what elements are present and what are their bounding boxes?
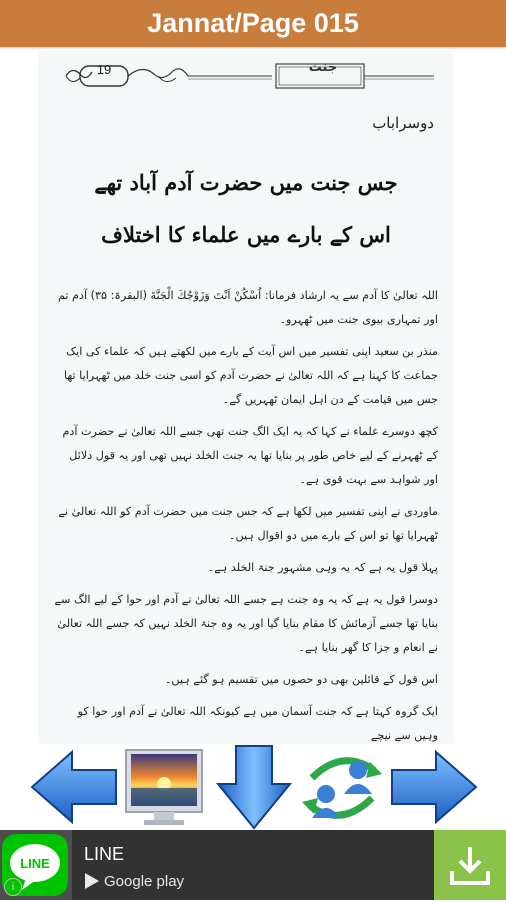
chapter-heading-line-1: جس جنت میں حضرت آدم آباد تھے [94,170,398,195]
line-logo-text: LINE [20,856,50,871]
download-page-button[interactable] [214,744,294,830]
paragraph: پہلا قول یہ ہے کہ یہ وہی مشہور جنۃ الخلد ہے۔ [207,561,438,574]
running-head: جنت [308,60,338,75]
paragraph: اللہ تعالیٰ کا آدم سے یہ ارشاد فرمانا: اُسْكُنْ اَنْتَ وَزَوْجُكَ الْجَنَّةَ (البقرۃ: ۳۵) آدم تم اور تمہاری بیوی جنت میں ٹھہرو۔ [57,289,438,326]
paragraph: منذر بن سعید اپنی تفسیر میں اس آیت کے بارے میں لکھتے ہیں کہ علماء کی ایک جماعت کا کہنا ہے کہ اللہ تعالیٰ نے حضرت آدم کو اسی جنت خلد میں ٹھہرایا تھا جس میں قیامت کے دن اہل ایمان ٹھہریں گے۔ [63,345,438,406]
section-label: دوسراباب [372,114,434,132]
share-button[interactable] [298,744,386,830]
page-number: 19 [96,62,112,77]
sunset-image-icon [126,750,202,825]
page-title: Jannat/Page 015 [147,8,359,38]
chapter-heading-line-2: اس کے بارے میں علماء کا اختلاف [101,222,391,247]
image-button[interactable] [122,744,206,830]
paragraph: کچھ دوسرے علماء نے کہا کہ یہ ایک الگ جنت تھی جسے اللہ تعالیٰ نے حضرت آدم کے ٹھہرنے کے لیے خاص طور پر بنایا تھا یہ جنت الخلد نہیں تھی اور یہ قول دلائل اور شواہد سے بہت قوی ہے۔ [62,425,438,486]
arrow-right-icon [392,752,476,822]
arrow-down-icon [218,746,290,828]
users-exchange-icon [302,761,382,818]
arrow-left-icon [32,752,116,822]
page-body [54,284,438,744]
paragraph: ایک گروہ کہتا ہے کہ جنت آسمان میں ہے کیونکہ اللہ تعالیٰ نے آدم اور حوا کو وہیں سے نیچے [77,705,438,742]
paragraph: ماوردی نے اپنی تفسیر میں لکھا ہے کہ جس جنت میں حضرت آدم کو اللہ تعالیٰ نے ٹھہرایا تھا تو اس کے بارے میں دو اقوال ہیں۔ [58,505,438,542]
book-page [40,52,452,744]
app-title-bar [0,0,506,47]
paragraph: دوسرا قول یہ ہے کہ یہ وہ جنت ہے جسے اللہ تعالیٰ نے آدم اور حوا کے لیے الگ سے بنایا تھا جسے آزمائش کا مقام بنایا گیا اور یہ وہ جنۃ الخلد نہیں کہ جسے اللہ تعالیٰ نے انعام و جزا کا گھر بنایا ہے۔ [54,593,438,654]
previous-page-button[interactable] [28,744,120,830]
google-play-icon [84,872,100,890]
navigation-toolbar [0,744,506,830]
google-play-label: Google play [104,872,185,890]
paragraph: اس قول کے قائلین بھی دو حصوں میں تقسیم ہو گئے ہیں۔ [164,673,438,686]
download-icon [448,843,492,887]
ad-banner[interactable] [0,830,506,900]
next-page-button[interactable] [388,744,480,830]
google-play-badge [84,868,184,894]
ad-download-button[interactable] [434,830,506,900]
ad-app-name: LINE [84,844,125,864]
info-icon[interactable]: i [4,878,22,896]
